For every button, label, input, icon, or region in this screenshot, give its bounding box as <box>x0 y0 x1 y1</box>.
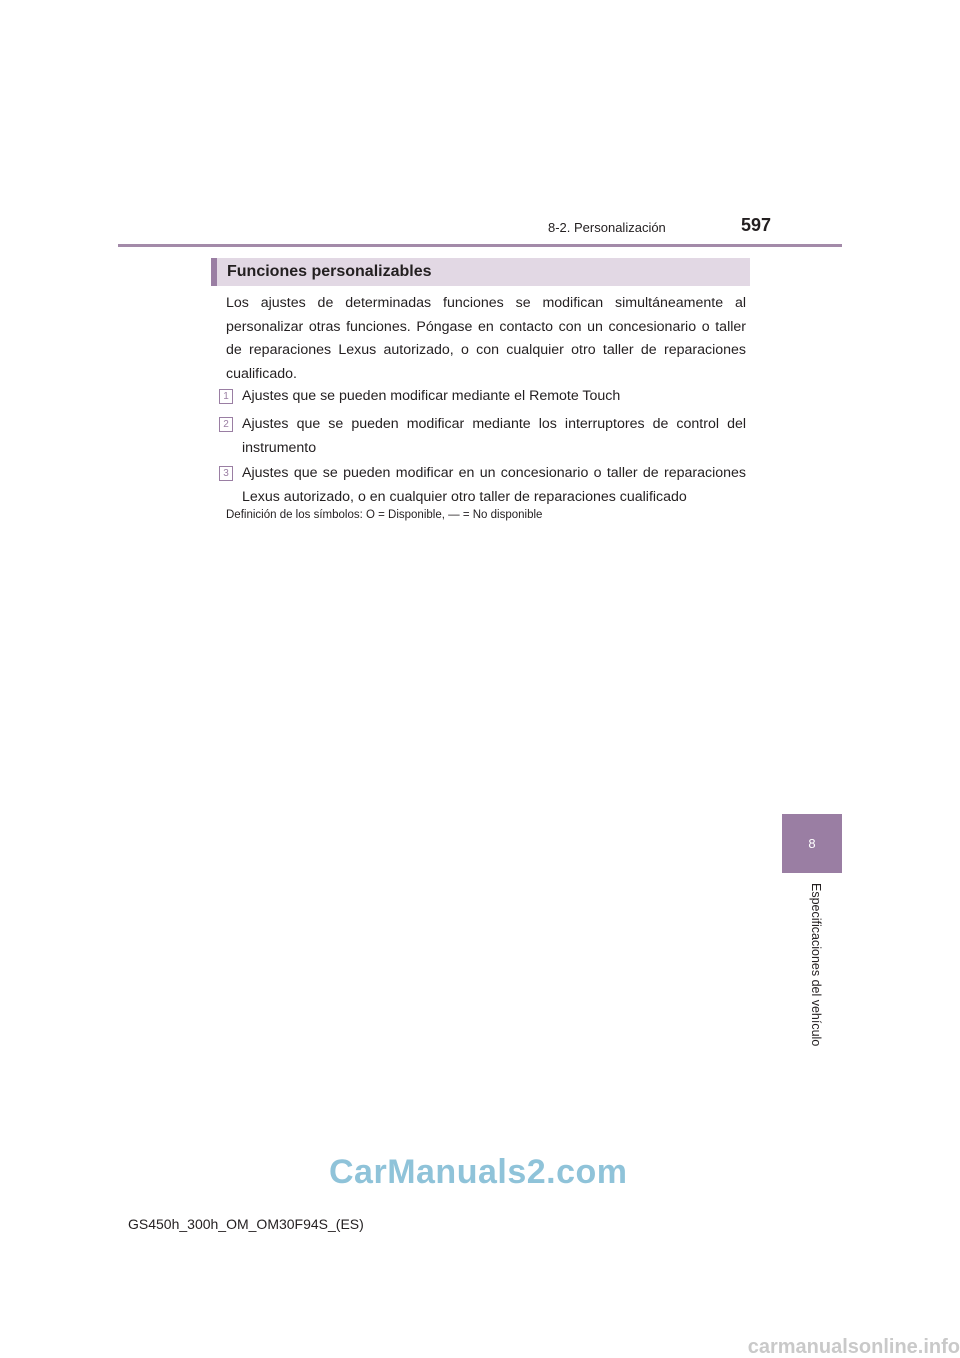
site-watermark: carmanualsonline.info <box>747 1336 960 1358</box>
document-code: GS450h_300h_OM_OM30F94S_(ES) <box>128 1216 364 1232</box>
item-text: Ajustes que se pueden modificar mediante los interruptores de control del instrumento <box>242 416 746 456</box>
list-item <box>219 413 746 460</box>
list-item <box>219 385 746 409</box>
watermark-logo: CarManuals2.com <box>329 1153 628 1191</box>
symbol-legend: Definición de los símbolos: O = Disponible, — = No disponible <box>226 509 543 521</box>
section-title: Funciones personalizables <box>211 258 750 286</box>
intro-paragraph: Los ajustes de determinadas funciones se modifican simultáneamente al personalizar otras funciones. Póngase en contacto con un concesionario o taller de reparaciones Lexus autorizado, o con cualquier otro taller de reparaciones cualificado. <box>226 295 746 382</box>
page-number: 597 <box>741 215 772 235</box>
item-number-badge: 1 <box>219 389 233 404</box>
header-divider <box>118 244 842 247</box>
item-number-badge: 3 <box>219 466 233 481</box>
header-section-title: 8-2. Personalización <box>548 220 666 235</box>
item-text: Ajustes que se pueden modificar mediante el Remote Touch <box>242 388 621 404</box>
chapter-label: Especificaciones del vehículo <box>809 883 823 1047</box>
chapter-tab: 8 <box>782 814 842 873</box>
item-text: Ajustes que se pueden modificar en un concesionario o taller de reparaciones Lexus autorizado, o en cualquier otro taller de reparaciones cualificado <box>242 465 746 505</box>
item-number-badge: 2 <box>219 417 233 432</box>
list-item <box>219 462 746 509</box>
